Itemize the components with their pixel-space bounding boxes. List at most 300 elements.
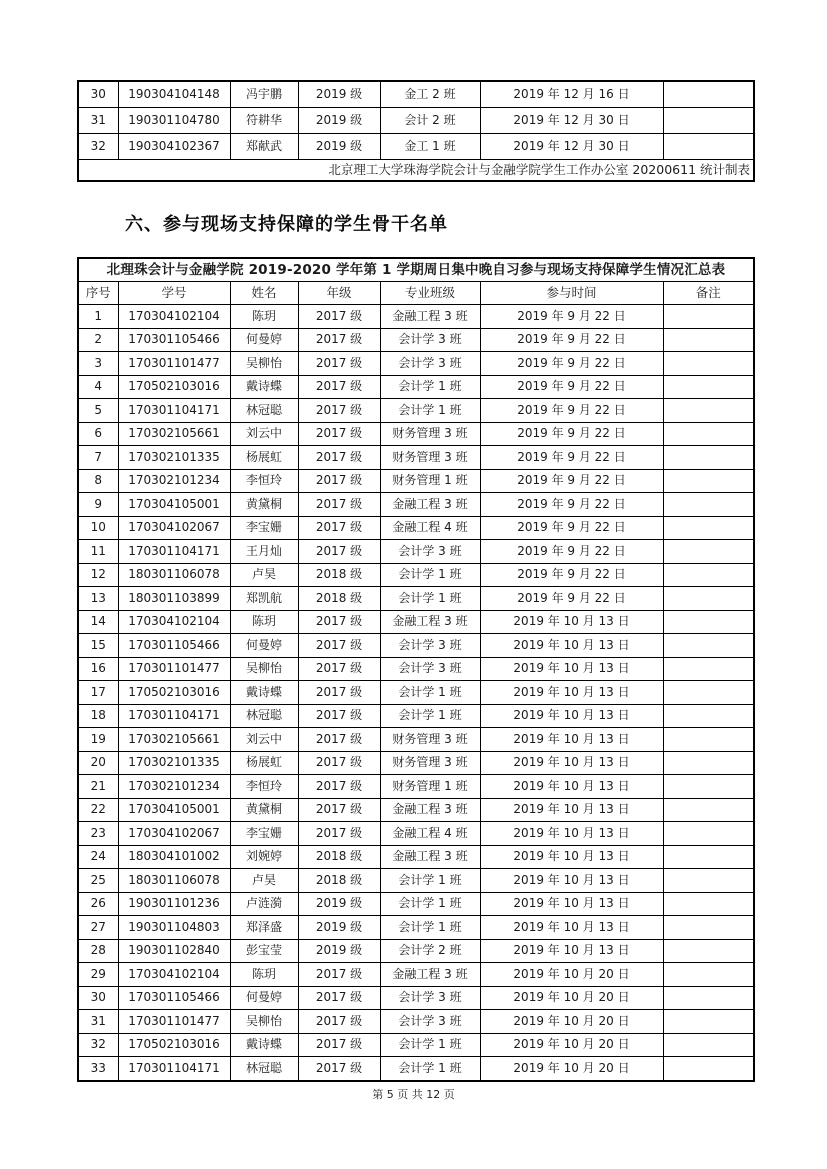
table-cell: 财务管理 3 班 <box>380 751 480 775</box>
table-cell: 财务管理 3 班 <box>380 446 480 470</box>
table-cell: 170502103016 <box>118 681 230 705</box>
table-cell: 2017 级 <box>298 963 380 987</box>
previous-roster-table-body <box>78 81 754 160</box>
table-cell: 2019 年 9 月 22 日 <box>480 587 663 611</box>
table-cell: 170304105001 <box>118 798 230 822</box>
table-cell: 会计学 3 班 <box>380 657 480 681</box>
support-roster-table-body <box>78 305 754 1081</box>
table-cell: 2019 年 10 月 13 日 <box>480 634 663 658</box>
table-cell <box>663 845 754 869</box>
table-cell: 2018 级 <box>298 845 380 869</box>
table-cell <box>663 892 754 916</box>
table-cell <box>663 493 754 517</box>
table-cell: 黄黛桐 <box>230 493 298 517</box>
table-cell: 李恒玲 <box>230 469 298 493</box>
table-cell: 金融工程 3 班 <box>380 610 480 634</box>
table-cell: 会计学 1 班 <box>380 399 480 423</box>
header-cell: 姓名 <box>230 282 298 305</box>
table-cell: 2018 级 <box>298 587 380 611</box>
table-row <box>78 108 754 134</box>
table-row <box>78 657 754 681</box>
table-cell: 2017 级 <box>298 986 380 1010</box>
table-cell <box>663 375 754 399</box>
table-cell: 2019 年 10 月 13 日 <box>480 798 663 822</box>
table-cell: 2019 年 9 月 22 日 <box>480 375 663 399</box>
table-cell: 会计 2 班 <box>380 108 480 134</box>
table-row <box>78 1057 754 1081</box>
table-cell: 22 <box>78 798 118 822</box>
table-cell: 2017 级 <box>298 469 380 493</box>
table-cell: 吴柳怡 <box>230 1010 298 1034</box>
table-cell: 2019 年 10 月 13 日 <box>480 704 663 728</box>
table-cell: 12 <box>78 563 118 587</box>
table-cell: 会计学 3 班 <box>380 540 480 564</box>
table-cell <box>663 1010 754 1034</box>
table-cell: 170301101477 <box>118 657 230 681</box>
table-title-row <box>78 258 754 282</box>
table-cell: 10 <box>78 516 118 540</box>
table-cell: 会计学 3 班 <box>380 1010 480 1034</box>
table-cell: 190301104803 <box>118 916 230 940</box>
table-header-row <box>78 282 754 305</box>
table-cell: 190301101236 <box>118 892 230 916</box>
table-cell: 24 <box>78 845 118 869</box>
table-row <box>78 328 754 352</box>
table-cell: 170302105661 <box>118 728 230 752</box>
table-row <box>78 469 754 493</box>
table-cell: 2019 年 10 月 13 日 <box>480 610 663 634</box>
table-cell <box>663 916 754 940</box>
table-cell: 何曼婷 <box>230 986 298 1010</box>
table-cell <box>663 963 754 987</box>
table-cell: 陈玥 <box>230 305 298 329</box>
table-cell: 2019 年 10 月 13 日 <box>480 822 663 846</box>
table-cell: 王月灿 <box>230 540 298 564</box>
table-cell: 2019 年 10 月 13 日 <box>480 751 663 775</box>
table-cell: 2019 年 10 月 20 日 <box>480 1033 663 1057</box>
table-cell: 170301101477 <box>118 352 230 376</box>
table-cell: 2017 级 <box>298 681 380 705</box>
table-cell: 170304102104 <box>118 963 230 987</box>
table-row <box>78 1010 754 1034</box>
table-cell: 30 <box>78 986 118 1010</box>
table-cell: 170301105466 <box>118 986 230 1010</box>
table-cell: 14 <box>78 610 118 634</box>
header-cell: 参与时间 <box>480 282 663 305</box>
table-cell: 财务管理 3 班 <box>380 728 480 752</box>
table-row <box>78 134 754 160</box>
table-row <box>78 845 754 869</box>
table-row <box>78 352 754 376</box>
table-cell <box>663 939 754 963</box>
table-row <box>78 399 754 423</box>
table-cell: 170302101234 <box>118 775 230 799</box>
table-cell: 财务管理 3 班 <box>380 422 480 446</box>
table-cell: 2019 年 12 月 30 日 <box>480 134 663 160</box>
table-cell: 32 <box>78 134 118 160</box>
table-cell: 170301105466 <box>118 328 230 352</box>
table-cell: 17 <box>78 681 118 705</box>
table-cell: 2019 年 9 月 22 日 <box>480 493 663 517</box>
table-cell <box>663 563 754 587</box>
table-cell: 2017 级 <box>298 328 380 352</box>
table-cell: 李宝姗 <box>230 822 298 846</box>
table-row <box>78 681 754 705</box>
table-cell: 2019 年 10 月 13 日 <box>480 892 663 916</box>
table-cell: 2019 年 9 月 22 日 <box>480 516 663 540</box>
table-cell <box>663 399 754 423</box>
table-cell: 2017 级 <box>298 610 380 634</box>
table-cell <box>663 328 754 352</box>
table-cell: 郑凯航 <box>230 587 298 611</box>
table-cell: 2019 年 9 月 22 日 <box>480 540 663 564</box>
table-cell: 170301101477 <box>118 1010 230 1034</box>
table-row <box>78 728 754 752</box>
table-cell: 170302101335 <box>118 446 230 470</box>
page-number: 第 5 页 共 12 页 <box>372 1088 455 1101</box>
table-cell: 林冠聪 <box>230 399 298 423</box>
table-cell: 2019 年 10 月 13 日 <box>480 681 663 705</box>
table-row <box>78 1033 754 1057</box>
table-row <box>78 375 754 399</box>
table-row <box>78 963 754 987</box>
table-cell: 33 <box>78 1057 118 1081</box>
table-cell: 190301102840 <box>118 939 230 963</box>
table-cell: 2019 级 <box>298 892 380 916</box>
table-cell <box>663 305 754 329</box>
table-row <box>78 610 754 634</box>
table-cell <box>663 469 754 493</box>
table-cell: 2017 级 <box>298 540 380 564</box>
table-cell: 2017 级 <box>298 798 380 822</box>
header-cell: 学号 <box>118 282 230 305</box>
table-cell: 会计学 1 班 <box>380 1033 480 1057</box>
table-cell: 2 <box>78 328 118 352</box>
table-cell: 15 <box>78 634 118 658</box>
table-cell: 28 <box>78 939 118 963</box>
table-cell: 2019 年 10 月 13 日 <box>480 657 663 681</box>
table-cell: 2019 级 <box>298 81 380 108</box>
table-cell: 戴诗蝶 <box>230 681 298 705</box>
table-cell: 170304102104 <box>118 305 230 329</box>
table-cell: 金工 2 班 <box>380 81 480 108</box>
table-cell: 2019 年 12 月 30 日 <box>480 108 663 134</box>
table-cell: 金融工程 3 班 <box>380 963 480 987</box>
table-cell: 卢昊 <box>230 563 298 587</box>
table-cell: 2019 年 9 月 22 日 <box>480 305 663 329</box>
table-cell: 2019 级 <box>298 108 380 134</box>
table-cell: 2017 级 <box>298 728 380 752</box>
table-row <box>78 751 754 775</box>
table-cell: 卢昊 <box>230 869 298 893</box>
table-row <box>78 704 754 728</box>
section-heading: 六、参与现场支持保障的学生骨干名单 <box>125 214 448 235</box>
table-cell <box>663 681 754 705</box>
table-cell: 170304105001 <box>118 493 230 517</box>
table-cell: 180301103899 <box>118 587 230 611</box>
table-cell: 2019 年 10 月 13 日 <box>480 775 663 799</box>
table-cell: 18 <box>78 704 118 728</box>
table-cell: 170301104171 <box>118 399 230 423</box>
table-cell: 2019 年 9 月 22 日 <box>480 422 663 446</box>
table-cell: 180304101002 <box>118 845 230 869</box>
table-cell: 6 <box>78 422 118 446</box>
table-row <box>78 986 754 1010</box>
table-cell: 2019 年 9 月 22 日 <box>480 469 663 493</box>
table-row <box>78 305 754 329</box>
table-cell: 2017 级 <box>298 751 380 775</box>
table-cell <box>663 704 754 728</box>
table-cell: 170302101234 <box>118 469 230 493</box>
table-cell: 金融工程 4 班 <box>380 516 480 540</box>
table-cell: 何曼婷 <box>230 634 298 658</box>
table-cell: 郑泽盛 <box>230 916 298 940</box>
table-cell <box>663 657 754 681</box>
table-cell: 170502103016 <box>118 375 230 399</box>
table-cell: 5 <box>78 399 118 423</box>
table-cell: 2019 年 10 月 13 日 <box>480 939 663 963</box>
table-row <box>78 939 754 963</box>
table-footer-note: 北京理工大学珠海学院会计与金融学院学生工作办公室 20200611 统计制表 <box>78 160 754 182</box>
table-cell: 冯宇鹏 <box>230 81 298 108</box>
table-row <box>78 634 754 658</box>
table-cell: 20 <box>78 751 118 775</box>
table-cell: 19 <box>78 728 118 752</box>
table-cell: 170301104171 <box>118 540 230 564</box>
table-cell: 吴柳怡 <box>230 657 298 681</box>
table-cell: 财务管理 1 班 <box>380 775 480 799</box>
table-cell: 170304102104 <box>118 610 230 634</box>
table-cell: 吴柳怡 <box>230 352 298 376</box>
table-cell: 2019 年 10 月 20 日 <box>480 986 663 1010</box>
table-cell: 180301106078 <box>118 869 230 893</box>
table-cell <box>663 108 754 134</box>
table-cell: 金融工程 3 班 <box>380 305 480 329</box>
table-cell: 2019 年 9 月 22 日 <box>480 563 663 587</box>
table-cell: 170301105466 <box>118 634 230 658</box>
table-cell: 2019 年 9 月 22 日 <box>480 446 663 470</box>
table-cell <box>663 540 754 564</box>
table-cell: 2019 级 <box>298 939 380 963</box>
table-cell: 9 <box>78 493 118 517</box>
table-cell: 会计学 3 班 <box>380 986 480 1010</box>
table-cell: 30 <box>78 81 118 108</box>
table-cell: 会计学 1 班 <box>380 869 480 893</box>
table-cell: 1 <box>78 305 118 329</box>
table-cell: 2017 级 <box>298 1057 380 1081</box>
table-cell <box>663 610 754 634</box>
table-cell: 李恒玲 <box>230 775 298 799</box>
table-cell: 2017 级 <box>298 1033 380 1057</box>
table-row <box>78 81 754 108</box>
table-cell: 2017 级 <box>298 822 380 846</box>
table-cell: 2019 年 10 月 13 日 <box>480 869 663 893</box>
table-cell: 金融工程 3 班 <box>380 493 480 517</box>
table-cell <box>663 422 754 446</box>
table-cell <box>663 634 754 658</box>
table-cell: 2017 级 <box>298 305 380 329</box>
table-cell: 26 <box>78 892 118 916</box>
table-row <box>78 822 754 846</box>
table-cell: 2017 级 <box>298 634 380 658</box>
table-title: 北理珠会计与金融学院 2019-2020 学年第 1 学期周日集中晚自习参与现场支持保障学生情况汇总表 <box>78 258 754 282</box>
table-cell: 金融工程 3 班 <box>380 845 480 869</box>
table-cell <box>663 728 754 752</box>
table-cell: 2019 年 10 月 13 日 <box>480 728 663 752</box>
table-cell: 戴诗蝶 <box>230 1033 298 1057</box>
table-cell: 170301104171 <box>118 1057 230 1081</box>
table-cell: 会计学 1 班 <box>380 1057 480 1081</box>
table-cell <box>663 751 754 775</box>
table-cell <box>663 516 754 540</box>
table-cell: 7 <box>78 446 118 470</box>
header-cell: 序号 <box>78 282 118 305</box>
table-cell: 刘云中 <box>230 728 298 752</box>
table-cell: 2018 级 <box>298 869 380 893</box>
table-cell: 2019 年 10 月 13 日 <box>480 845 663 869</box>
table-cell: 180301106078 <box>118 563 230 587</box>
table-cell <box>663 1033 754 1057</box>
table-cell: 会计学 1 班 <box>380 587 480 611</box>
table-cell: 2019 年 10 月 20 日 <box>480 963 663 987</box>
table-cell: 会计学 1 班 <box>380 681 480 705</box>
table-cell: 会计学 1 班 <box>380 892 480 916</box>
table-cell: 会计学 3 班 <box>380 634 480 658</box>
table-cell: 25 <box>78 869 118 893</box>
table-cell: 11 <box>78 540 118 564</box>
table-cell: 2017 级 <box>298 704 380 728</box>
previous-roster-table <box>77 80 755 182</box>
table-cell: 2017 级 <box>298 516 380 540</box>
table-cell: 符耕华 <box>230 108 298 134</box>
table-row <box>78 422 754 446</box>
table-cell: 2019 年 12 月 16 日 <box>480 81 663 108</box>
table-cell: 2017 级 <box>298 446 380 470</box>
table-row <box>78 798 754 822</box>
table-cell: 2017 级 <box>298 422 380 446</box>
table-row <box>78 516 754 540</box>
table-cell: 林冠聪 <box>230 704 298 728</box>
table-footer-row <box>78 160 754 182</box>
table-cell <box>663 134 754 160</box>
table-cell: 会计学 2 班 <box>380 939 480 963</box>
table-row <box>78 869 754 893</box>
header-cell: 年级 <box>298 282 380 305</box>
table-row <box>78 563 754 587</box>
table-cell: 会计学 1 班 <box>380 704 480 728</box>
table-cell <box>663 869 754 893</box>
table-cell: 170304102067 <box>118 516 230 540</box>
table-cell: 2019 级 <box>298 916 380 940</box>
table-cell: 170302101335 <box>118 751 230 775</box>
table-cell: 170302105661 <box>118 422 230 446</box>
table-cell: 170301104171 <box>118 704 230 728</box>
table-cell: 2017 级 <box>298 352 380 376</box>
table-cell: 13 <box>78 587 118 611</box>
table-cell: 32 <box>78 1033 118 1057</box>
table-row <box>78 916 754 940</box>
table-cell: 4 <box>78 375 118 399</box>
table-cell: 8 <box>78 469 118 493</box>
table-cell: 会计学 3 班 <box>380 352 480 376</box>
table-cell <box>663 986 754 1010</box>
table-cell: 财务管理 1 班 <box>380 469 480 493</box>
table-cell: 170304102067 <box>118 822 230 846</box>
table-cell <box>663 81 754 108</box>
table-cell <box>663 1057 754 1081</box>
table-cell: 2017 级 <box>298 399 380 423</box>
table-cell: 190301104780 <box>118 108 230 134</box>
table-cell: 2017 级 <box>298 493 380 517</box>
table-cell: 会计学 1 班 <box>380 375 480 399</box>
table-cell: 2019 年 9 月 22 日 <box>480 352 663 376</box>
table-cell: 彭宝莹 <box>230 939 298 963</box>
table-cell: 29 <box>78 963 118 987</box>
table-cell: 2017 级 <box>298 775 380 799</box>
table-cell: 金融工程 4 班 <box>380 822 480 846</box>
table-cell <box>663 446 754 470</box>
table-cell <box>663 352 754 376</box>
table-cell: 会计学 1 班 <box>380 916 480 940</box>
table-cell: 李宝姗 <box>230 516 298 540</box>
table-cell: 会计学 3 班 <box>380 328 480 352</box>
table-cell: 2019 年 10 月 20 日 <box>480 1057 663 1081</box>
header-cell: 备注 <box>663 282 754 305</box>
table-cell <box>663 587 754 611</box>
table-row <box>78 540 754 564</box>
table-cell: 2019 年 10 月 20 日 <box>480 1010 663 1034</box>
table-cell: 陈玥 <box>230 963 298 987</box>
table-cell: 31 <box>78 108 118 134</box>
table-cell: 190304104148 <box>118 81 230 108</box>
table-row <box>78 892 754 916</box>
table-cell: 27 <box>78 916 118 940</box>
table-cell: 2017 级 <box>298 375 380 399</box>
table-row <box>78 493 754 517</box>
table-cell: 金融工程 3 班 <box>380 798 480 822</box>
table-cell: 会计学 1 班 <box>380 563 480 587</box>
table-cell: 刘婉婷 <box>230 845 298 869</box>
table-cell: 3 <box>78 352 118 376</box>
support-roster-table <box>77 257 755 1082</box>
table-cell <box>663 775 754 799</box>
table-row <box>78 587 754 611</box>
table-cell: 杨展虹 <box>230 446 298 470</box>
table-cell: 卢涟漪 <box>230 892 298 916</box>
table-cell: 16 <box>78 657 118 681</box>
table-cell: 2017 级 <box>298 657 380 681</box>
table-cell: 郑献武 <box>230 134 298 160</box>
table-cell: 2019 年 9 月 22 日 <box>480 328 663 352</box>
table-row <box>78 446 754 470</box>
table-cell <box>663 798 754 822</box>
table-cell: 23 <box>78 822 118 846</box>
table-cell: 2019 年 9 月 22 日 <box>480 399 663 423</box>
table-cell: 何曼婷 <box>230 328 298 352</box>
header-cell: 专业班级 <box>380 282 480 305</box>
table-cell: 陈玥 <box>230 610 298 634</box>
table-cell: 2019 级 <box>298 134 380 160</box>
table-cell: 170502103016 <box>118 1033 230 1057</box>
table-cell: 戴诗蝶 <box>230 375 298 399</box>
table-cell: 2018 级 <box>298 563 380 587</box>
table-cell: 杨展虹 <box>230 751 298 775</box>
table-row <box>78 775 754 799</box>
table-cell: 金工 1 班 <box>380 134 480 160</box>
table-cell <box>663 822 754 846</box>
table-cell: 190304102367 <box>118 134 230 160</box>
table-cell: 2019 年 10 月 13 日 <box>480 916 663 940</box>
